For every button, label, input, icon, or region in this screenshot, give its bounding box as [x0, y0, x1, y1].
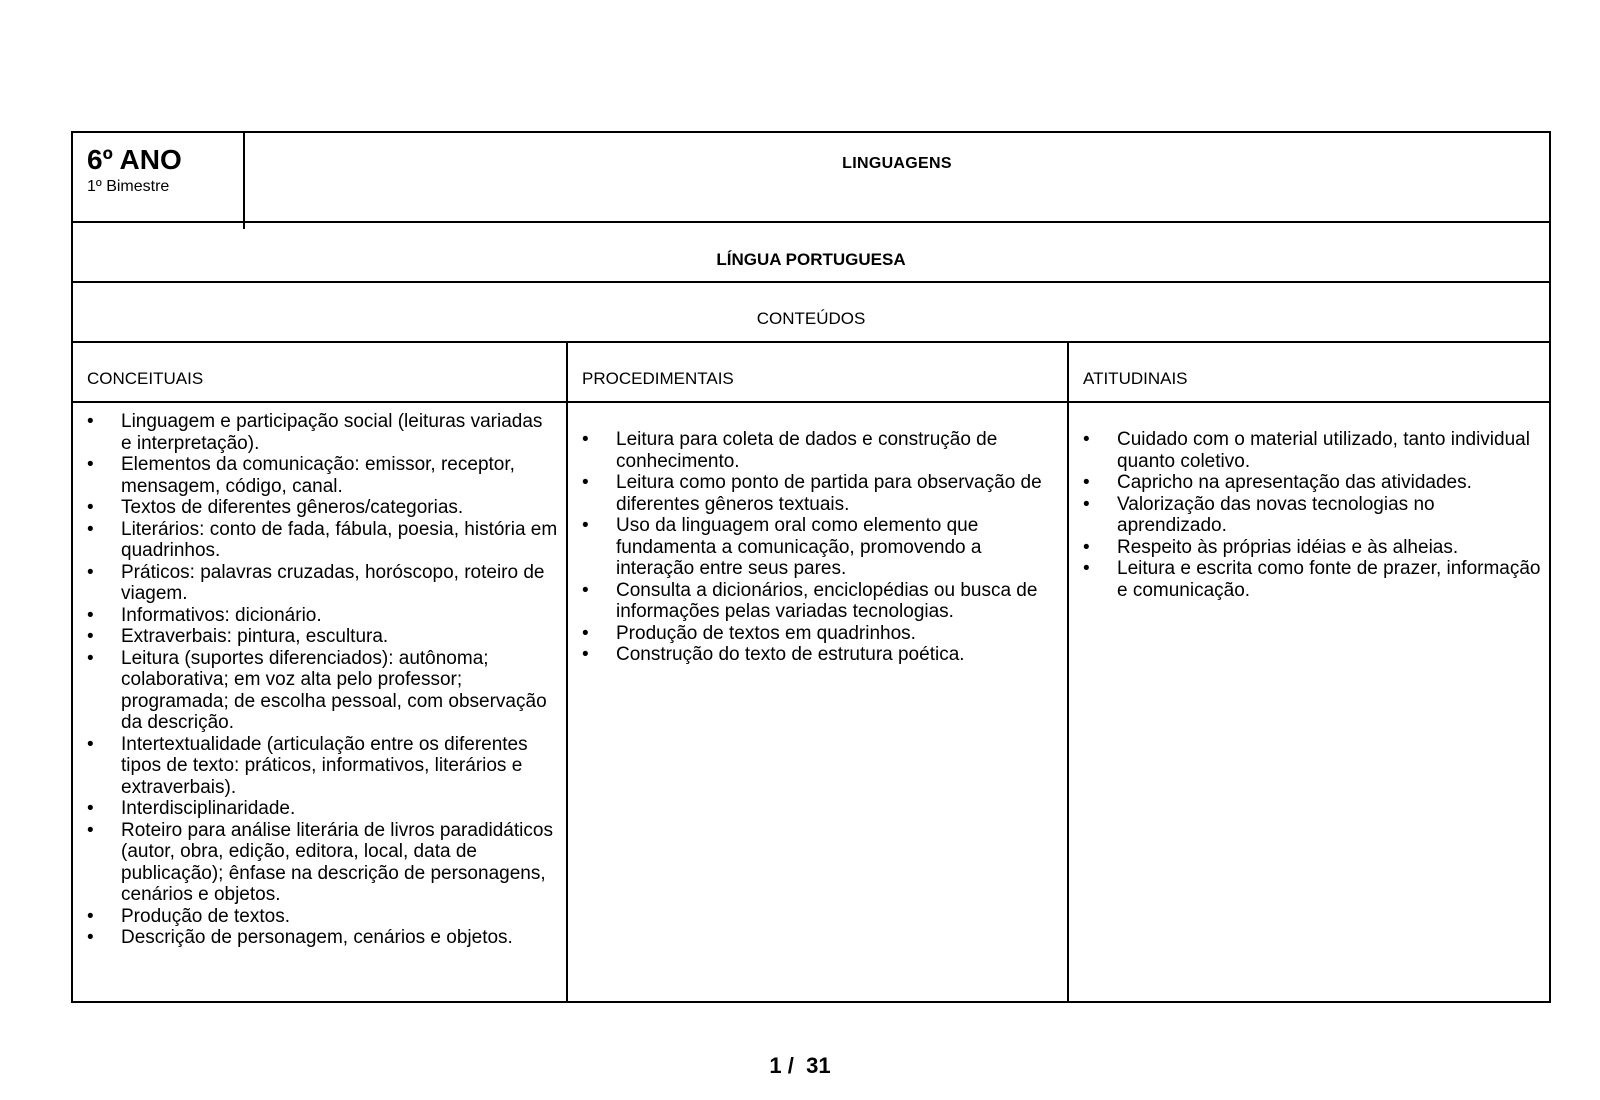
list-item: • Roteiro para análise literária de livros paradidáticos (autor, obra, edição, editora, local, data de publicação); ênfase na descrição de personagens, cenários e objetos. — [87, 820, 558, 906]
atitudinais-cell — [1069, 403, 1549, 1001]
list-item: • Leitura (suportes diferenciados): autônoma; colaborativa; em voz alta pelo professor; programada; de escolha pessoal, com observação da descrição. — [87, 648, 558, 734]
area-title: LINGUAGENS — [842, 155, 952, 172]
column-header-row — [73, 343, 1549, 403]
list-item: • Leitura como ponto de partida para observação de diferentes gêneros textuais. — [582, 472, 1059, 515]
list-item: • Consulta a dicionários, enciclopédias ou busca de informações pelas variadas tecnologias. — [582, 580, 1059, 623]
list-item: • Extraverbais: pintura, escultura. — [87, 626, 558, 648]
content-row — [73, 403, 1549, 1001]
list-item: • Leitura e escrita como fonte de prazer, informação e comunicação. — [1083, 558, 1541, 601]
list-item: • Respeito às próprias idéias e às alheias. — [1083, 537, 1541, 559]
list-item: • Interdisciplinaridade. — [87, 798, 558, 820]
subject-row — [73, 223, 1549, 283]
list-item: • Intertextualidade (articulação entre os diferentes tipos de texto: práticos, informativos, literários e extraverbais). — [87, 734, 558, 799]
atitudinais-list — [1083, 429, 1541, 601]
procedimentais-list — [582, 429, 1059, 666]
subject-title: LÍNGUA PORTUGUESA — [716, 250, 906, 269]
contents-row — [73, 283, 1549, 343]
contents-title: CONTEÚDOS — [756, 309, 866, 328]
list-item: • Textos de diferentes gêneros/categorias. — [87, 497, 558, 519]
column-header-conceituais — [73, 343, 568, 401]
page-number: 1 / 31 — [769, 1053, 831, 1078]
list-item: • Descrição de personagem, cenários e objetos. — [87, 927, 558, 949]
column-header-procedimentais — [568, 343, 1069, 401]
year-title: 6º ANO — [87, 144, 182, 175]
list-item: • Valorização das novas tecnologias no aprendizado. — [1083, 494, 1541, 537]
column-title-procedimentais: PROCEDIMENTAIS — [582, 369, 734, 388]
list-item: • Uso da linguagem oral como elemento que fundamenta a comunicação, promovendo a interação entre seus pares. — [582, 515, 1059, 580]
header-row — [73, 133, 1549, 223]
list-item: • Construção do texto de estrutura poética. — [582, 644, 1059, 666]
list-item: • Elementos da comunicação: emissor, receptor, mensagem, código, canal. — [87, 454, 558, 497]
list-item: • Produção de textos em quadrinhos. — [582, 623, 1059, 645]
conceituais-list — [87, 411, 558, 949]
list-item: • Informativos: dicionário. — [87, 605, 558, 627]
list-item: • Capricho na apresentação das atividades. — [1083, 472, 1541, 494]
column-header-atitudinais — [1069, 343, 1549, 401]
list-item: • Práticos: palavras cruzadas, horóscopo, roteiro de viagem. — [87, 562, 558, 605]
column-title-atitudinais: ATITUDINAIS — [1083, 369, 1188, 388]
period-label: 1º Bimestre — [87, 178, 170, 195]
list-item: • Produção de textos. — [87, 906, 558, 928]
list-item: • Cuidado com o material utilizado, tanto individual quanto coletivo. — [1083, 429, 1541, 472]
list-item: • Literários: conto de fada, fábula, poesia, história em quadrinhos. — [87, 519, 558, 562]
procedimentais-cell — [568, 403, 1069, 1001]
column-title-conceituais: CONCEITUAIS — [87, 369, 204, 388]
year-cell — [73, 133, 245, 229]
conceituais-cell — [73, 403, 568, 1001]
list-item: • Leitura para coleta de dados e construção de conhecimento. — [582, 429, 1059, 472]
curriculum-table — [71, 131, 1551, 1003]
list-item: • Linguagem e participação social (leituras variadas e interpretação). — [87, 411, 558, 454]
